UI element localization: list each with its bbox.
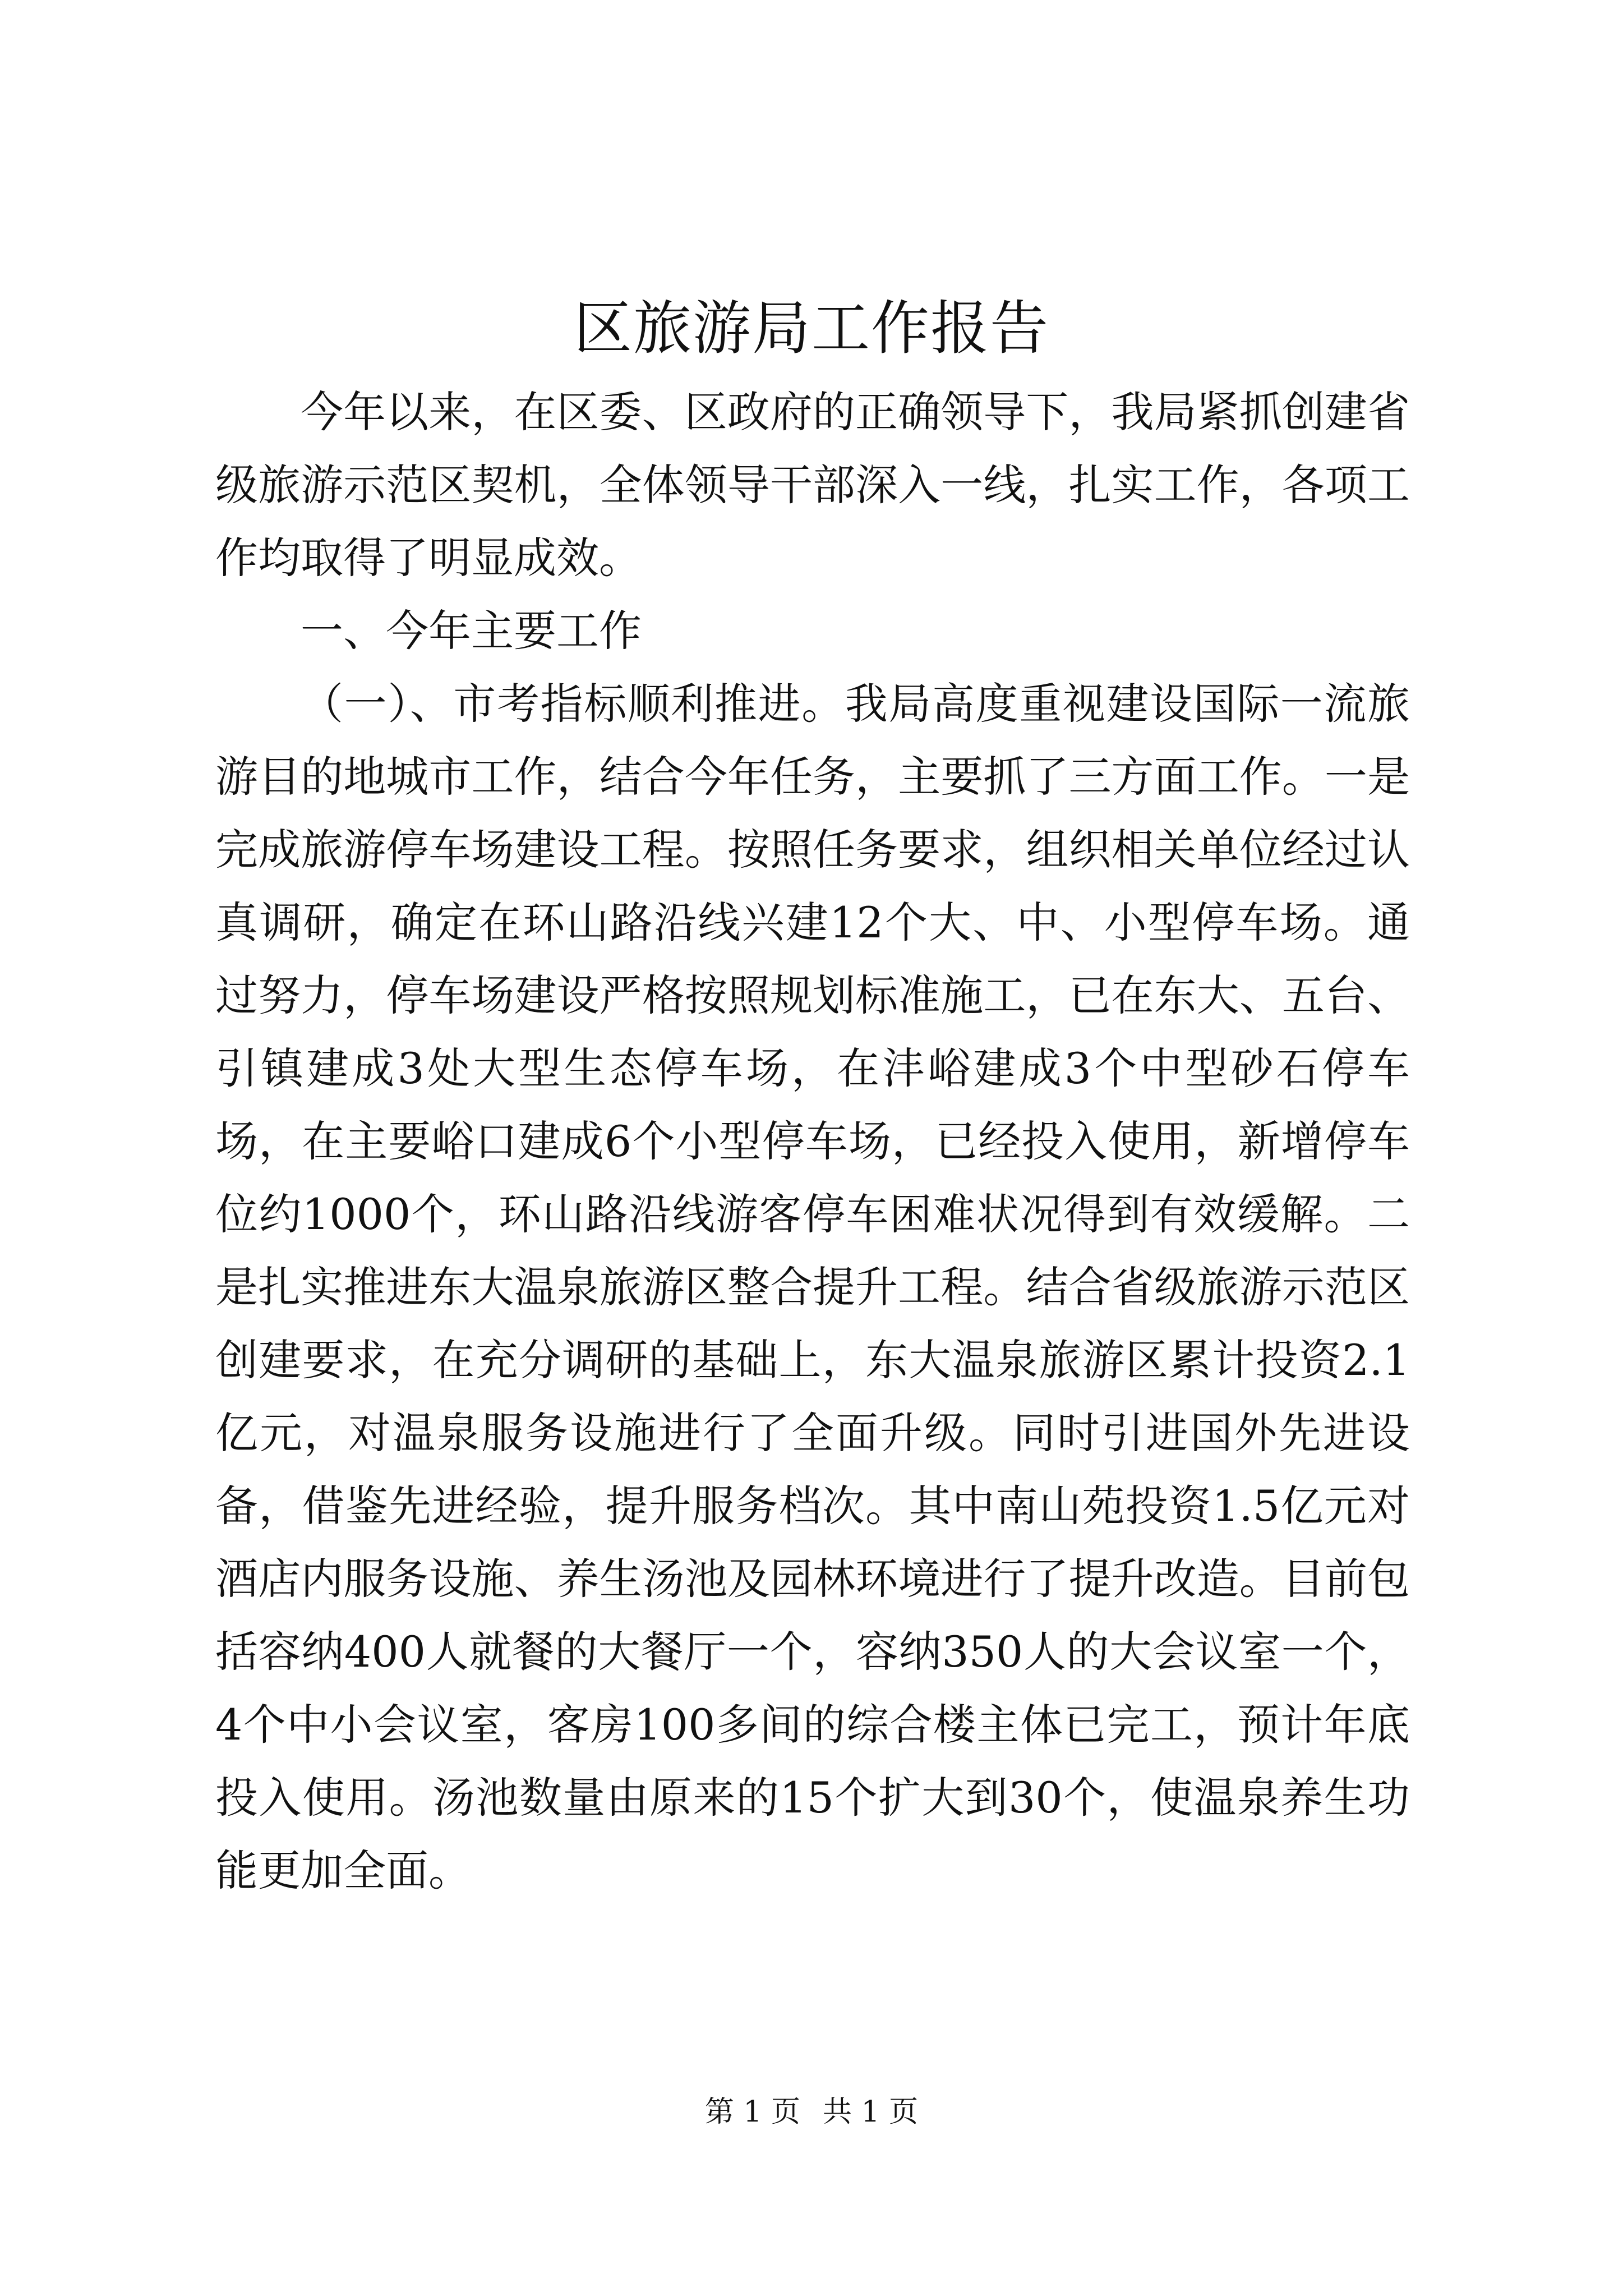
page-footer (0, 2092, 1623, 2132)
document-title: 区旅游局工作报告 (573, 294, 1049, 362)
section-heading: 一、今年主要工作 (301, 606, 642, 656)
intro-paragraph: 今年以来，在区委、区政府的正确领导下，我局紧抓创建省级旅游示范区契机，全体领导干部深入一线，扎实工作，各项工作均取得了明显成效。 (215, 387, 1410, 583)
page-total: 共 1 页 (823, 2095, 919, 2129)
document-body (215, 376, 1410, 1907)
section-item-paragraph: （一）、市考指标顺利推进。我局高度重视建设国际一流旅游目的地城市工作，结合今年任务，主要抓了三方面工作。一是完成旅游停车场建设工程。按照任务要求，组织相关单位经过认真调研，确定在环山路沿线兴建12个大、中、小型停车场。通过努力，停车场建设严格按照规划标准施工，已在东大、五台、引镇建成3处大型生态停车场，在沣峪建成3个中型砂石停车场，在主要峪口建成6个小型停车场，已经投入使用，新增停车位约1000个，环山路沿线游客停车困难状况得到有效缓解。二是扎实推进东大温泉旅游区整合提升工程。结合省级旅游示范区创建要求，在充分调研的基础上，东大温泉旅游区累计投资2.1亿元，对温泉服务设施进行了全面升级。同时引进国外先进设备，借鉴先进经验，提升服务档次。其中南山苑投资1.5亿元对酒店内服务设施、养生汤池及园林环境进行了提升改造。目前包括容纳400人就餐的大餐厅一个，容纳350人的大会议室一个，4个中小会议室，客房100多间的综合楼主体已完工，预计年底投入使用。汤池数量由原来的15个扩大到30个，使温泉养生功能更加全面。 (215, 679, 1410, 1895)
page-number: 第 1 页 (704, 2095, 800, 2129)
